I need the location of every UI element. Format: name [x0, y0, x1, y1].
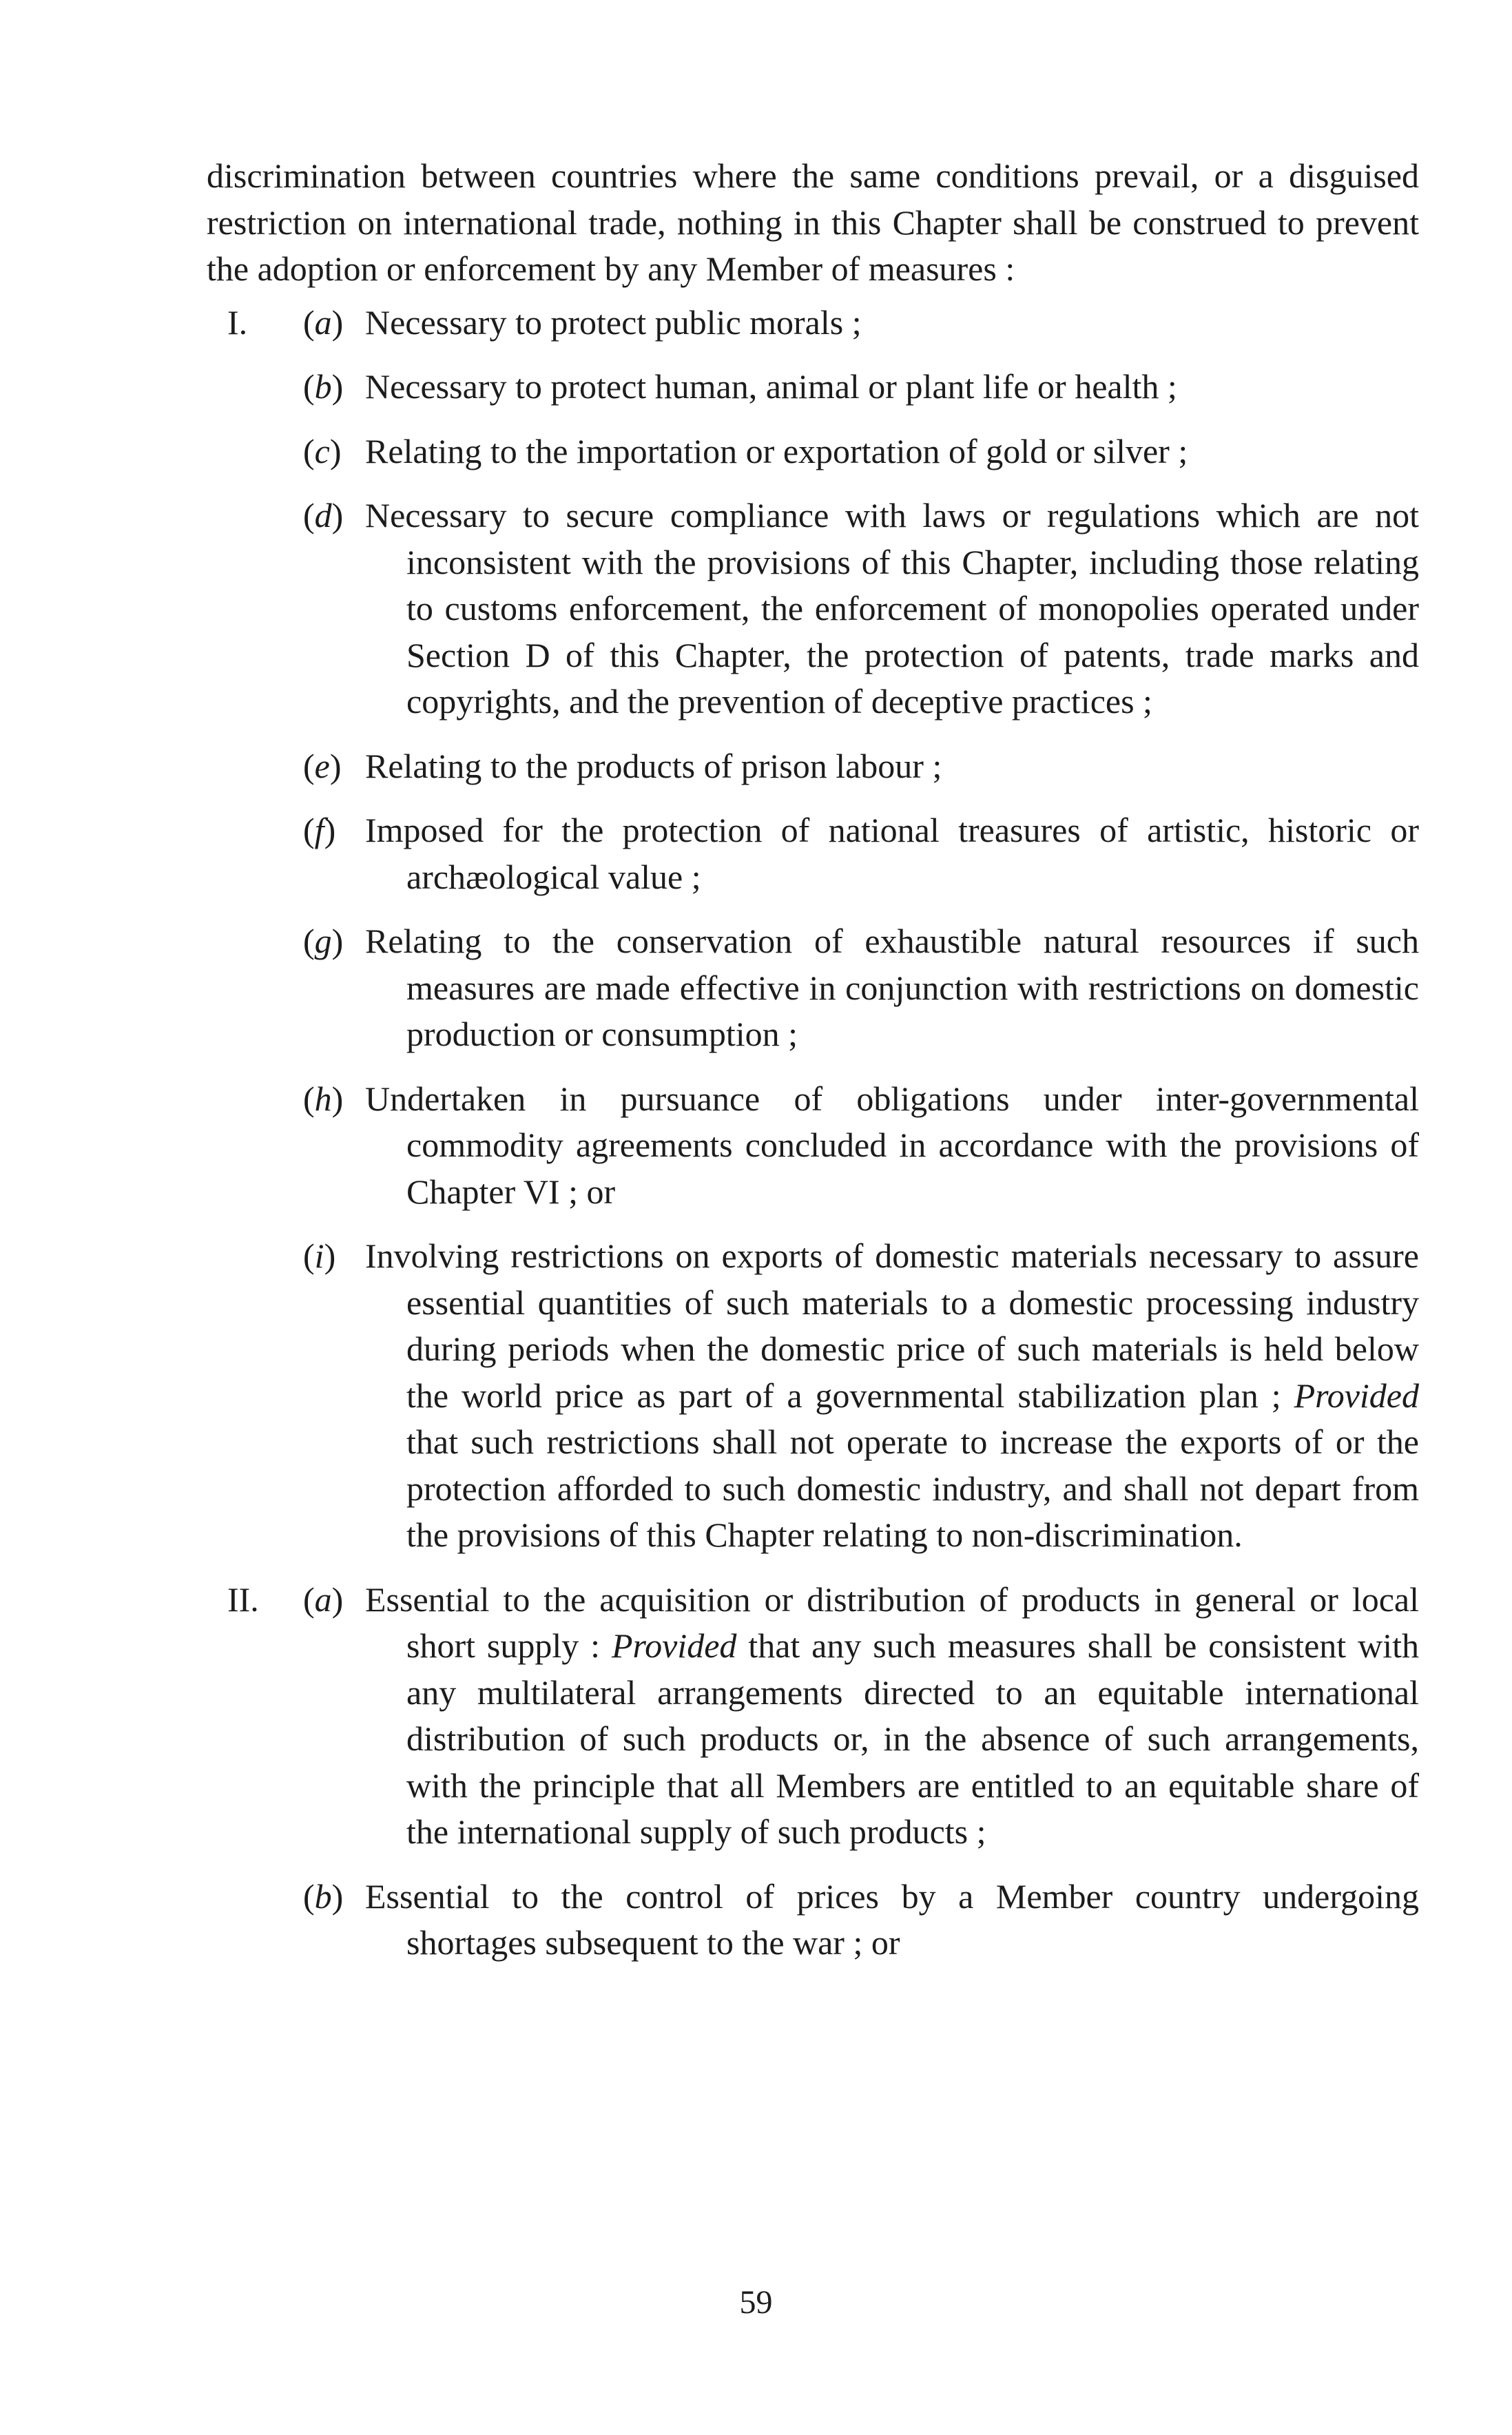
item-text: Necessary to protect public morals ;	[365, 302, 862, 342]
provided-emphasis: Provided	[611, 1626, 737, 1665]
item-letter: (i)	[303, 1236, 336, 1275]
item-letter: (b)	[303, 367, 344, 406]
item-text: Necessary to secure compliance with laws or regulations which are not inconsistent with the provisions of this Chapter, including those relating to customs enforcement, the enforcement of monopolies operated under Section D of this Chapter, the protection of patents, trade marks and copyrights, and the prevention of deceptive practices ;	[365, 496, 1419, 721]
item-text: Imposed for the protection of national treasures of artistic, historic or archæological value ;	[365, 811, 1419, 896]
list-item-I-i	[207, 1233, 1419, 1559]
list-item-I-b	[207, 364, 1419, 411]
intro-paragraph: discrimination between countries where the same conditions prevail, or a disguised restriction on international trade, nothing in this Chapter shall be construed to prevent the adoption or enforcement by any Member of measures :	[207, 156, 1419, 288]
roman-numeral: I.	[227, 302, 248, 342]
list-item-II-b	[207, 1874, 1419, 1967]
list-item-I-h	[207, 1076, 1419, 1216]
item-text: Undertaken in pursuance of obligations under inter-governmental commodity agreements concluded in accordance with the provisions of Chapter VI ; or	[365, 1079, 1419, 1211]
item-text: Involving restrictions on exports of domestic materials necessary to assure essential quantities of such materials to a domestic processing industry during periods when the domestic price of such materials is held below the world price as part of a governmental stabilization plan ; Provided that such restrictions shall not operate to increase the exports of or the protection afforded to such domestic industry, and shall not depart from the provisions of this Chapter relating to non-discrimination.	[365, 1236, 1419, 1554]
item-text: Essential to the acquisition or distribution of products in general or local short supply : Provided that any such measures shall be consistent with any multilateral arrangements directed to an equitable international distribution of such products or, in the absence of such arrangements, with the principle that all Members are entitled to an equitable share of the international supply of such products ;	[365, 1579, 1419, 1851]
item-text: Relating to the products of prison labour ;	[365, 746, 942, 785]
list-item-I-e	[207, 743, 1419, 790]
item-letter: (b)	[303, 1876, 344, 1916]
provided-emphasis: Provided	[1294, 1376, 1419, 1415]
list-item-I-g	[207, 918, 1419, 1058]
item-letter: (h)	[303, 1079, 344, 1118]
list-item-I-c	[207, 428, 1419, 475]
item-letter: (e)	[303, 746, 342, 785]
list-item-II-a	[207, 1577, 1419, 1856]
item-letter: (c)	[303, 431, 342, 470]
item-text: Relating to the importation or exportation of gold or silver ;	[365, 431, 1188, 470]
item-text: Essential to the control of prices by a Member country undergoing shortages subsequent to the war ; or	[365, 1876, 1419, 1962]
page-number: 59	[739, 2284, 773, 2321]
item-letter: (a)	[303, 1579, 344, 1619]
document-page	[207, 153, 1419, 1985]
list-item-I-a	[207, 300, 1419, 346]
roman-numeral: II.	[227, 1579, 259, 1619]
item-text: Necessary to protect human, animal or plant life or health ;	[365, 367, 1177, 406]
list-item-I-d	[207, 493, 1419, 725]
item-letter: (f)	[303, 811, 336, 849]
item-letter: (d)	[303, 496, 344, 535]
item-text: Relating to the conservation of exhaustible natural resources if such measures are made effective in conjunction with restrictions on domestic production or consumption ;	[365, 922, 1419, 1053]
list-item-I-f	[207, 807, 1419, 900]
item-letter: (a)	[303, 302, 344, 342]
item-letter: (g)	[303, 922, 344, 960]
